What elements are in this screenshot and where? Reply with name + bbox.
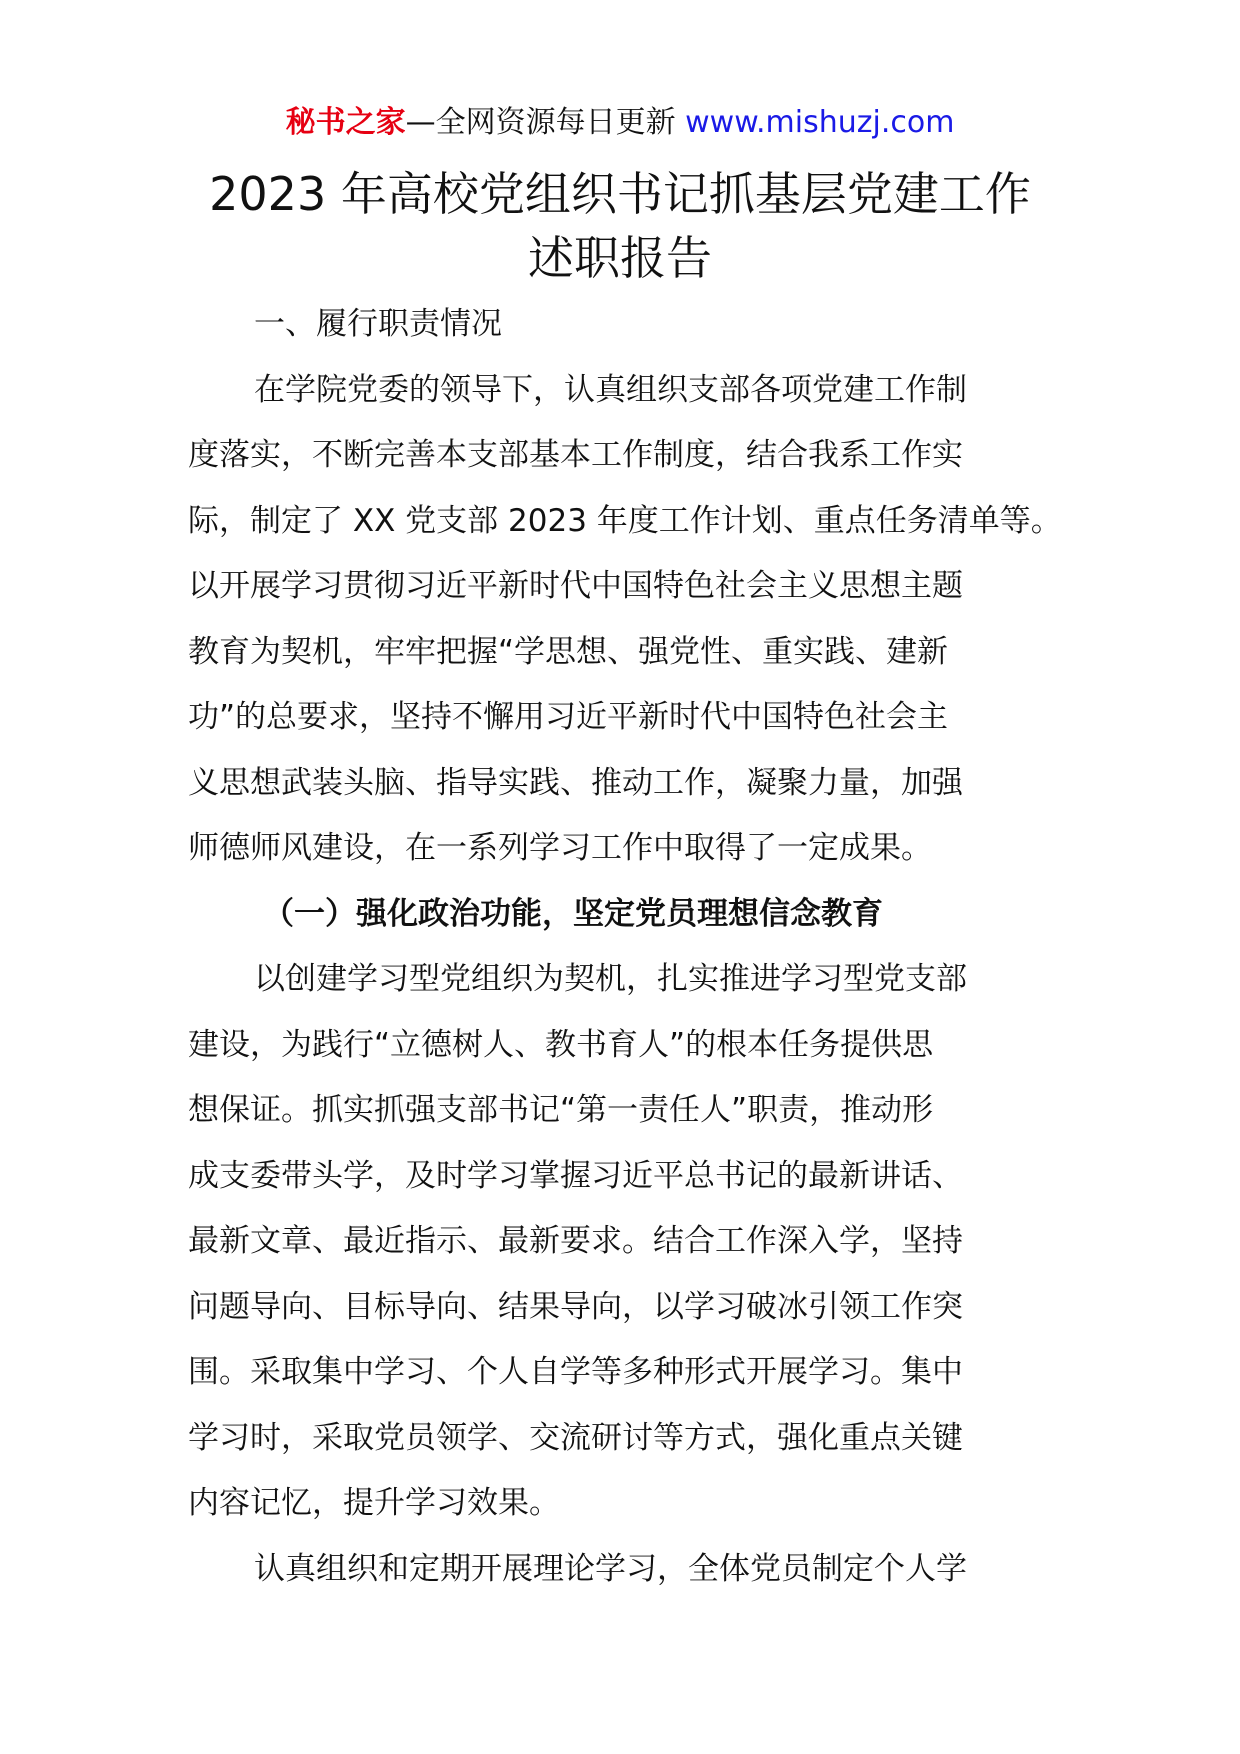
title-line-2: 述职报告 bbox=[528, 231, 712, 285]
paragraph-line: 际，制定了 XX 党支部 2023 年度工作计划、重点任务清单等。 bbox=[188, 502, 1062, 539]
section-heading: 一、履行职责情况 bbox=[254, 306, 502, 342]
paragraph-line: 以创建学习型党组织为契机，扎实推进学习型党支部 bbox=[254, 961, 967, 997]
paragraph-line: 度落实，不断完善本支部基本工作制度，结合我系工作实 bbox=[188, 437, 963, 473]
paragraph-line: 师德师风建设，在一系列学习工作中取得了一定成果。 bbox=[188, 830, 932, 866]
paragraph-line: 义思想武装头脑、指导实践、推动工作，凝聚力量，加强 bbox=[188, 764, 963, 801]
paragraph-line: 学习时，采取党员领学、交流研讨等方式，强化重点关键 bbox=[188, 1419, 963, 1456]
banner-brand: 秘书之家 bbox=[285, 105, 406, 140]
paragraph-line: 成支委带头学，及时学习掌握习近平总书记的最新讲话、 bbox=[188, 1157, 963, 1194]
paragraph-line: 认真组织和定期开展理论学习，全体党员制定个人学 bbox=[254, 1550, 967, 1587]
paragraph-line: 建设，为践行“立德树人、教书育人”的根本任务提供思 bbox=[188, 1026, 934, 1063]
document-body bbox=[188, 292, 1062, 1602]
banner-url-link[interactable]: www.mishuzj.com bbox=[685, 105, 955, 140]
paragraph-line: 围。采取集中学习、个人自学等多种形式开展学习。集中 bbox=[188, 1354, 963, 1390]
paragraph-line: 功”的总要求，坚持不懈用习近平新时代中国特色社会主 bbox=[188, 699, 949, 735]
document-title bbox=[0, 162, 1240, 290]
paragraph-line: 想保证。抓实抓强支部书记“第一责任人”职责，推动形 bbox=[188, 1092, 934, 1128]
paragraph-line: 问题导向、目标导向、结果导向，以学习破冰引领工作突 bbox=[188, 1288, 963, 1325]
banner-slogan: —全网资源每日更新 bbox=[405, 105, 686, 140]
paragraph-line: 内容记忆，提升学习效果。 bbox=[188, 1485, 560, 1521]
paragraph-line: 最新文章、最近指示、最新要求。结合工作深入学，坚持 bbox=[188, 1223, 963, 1259]
title-line-1: 2023 年高校党组织书记抓基层党建工作 bbox=[209, 167, 1031, 221]
subsection-heading: （一）强化政治功能，坚定党员理想信念教育 bbox=[263, 895, 883, 932]
paragraph-line: 以开展学习贯彻习近平新时代中国特色社会主义思想主题 bbox=[188, 568, 963, 604]
paragraph-line: 教育为契机，牢牢把握“学思想、强党性、重实践、建新 bbox=[188, 633, 949, 670]
paragraph-line: 在学院党委的领导下，认真组织支部各项党建工作制 bbox=[254, 371, 967, 408]
site-banner bbox=[0, 103, 1240, 143]
